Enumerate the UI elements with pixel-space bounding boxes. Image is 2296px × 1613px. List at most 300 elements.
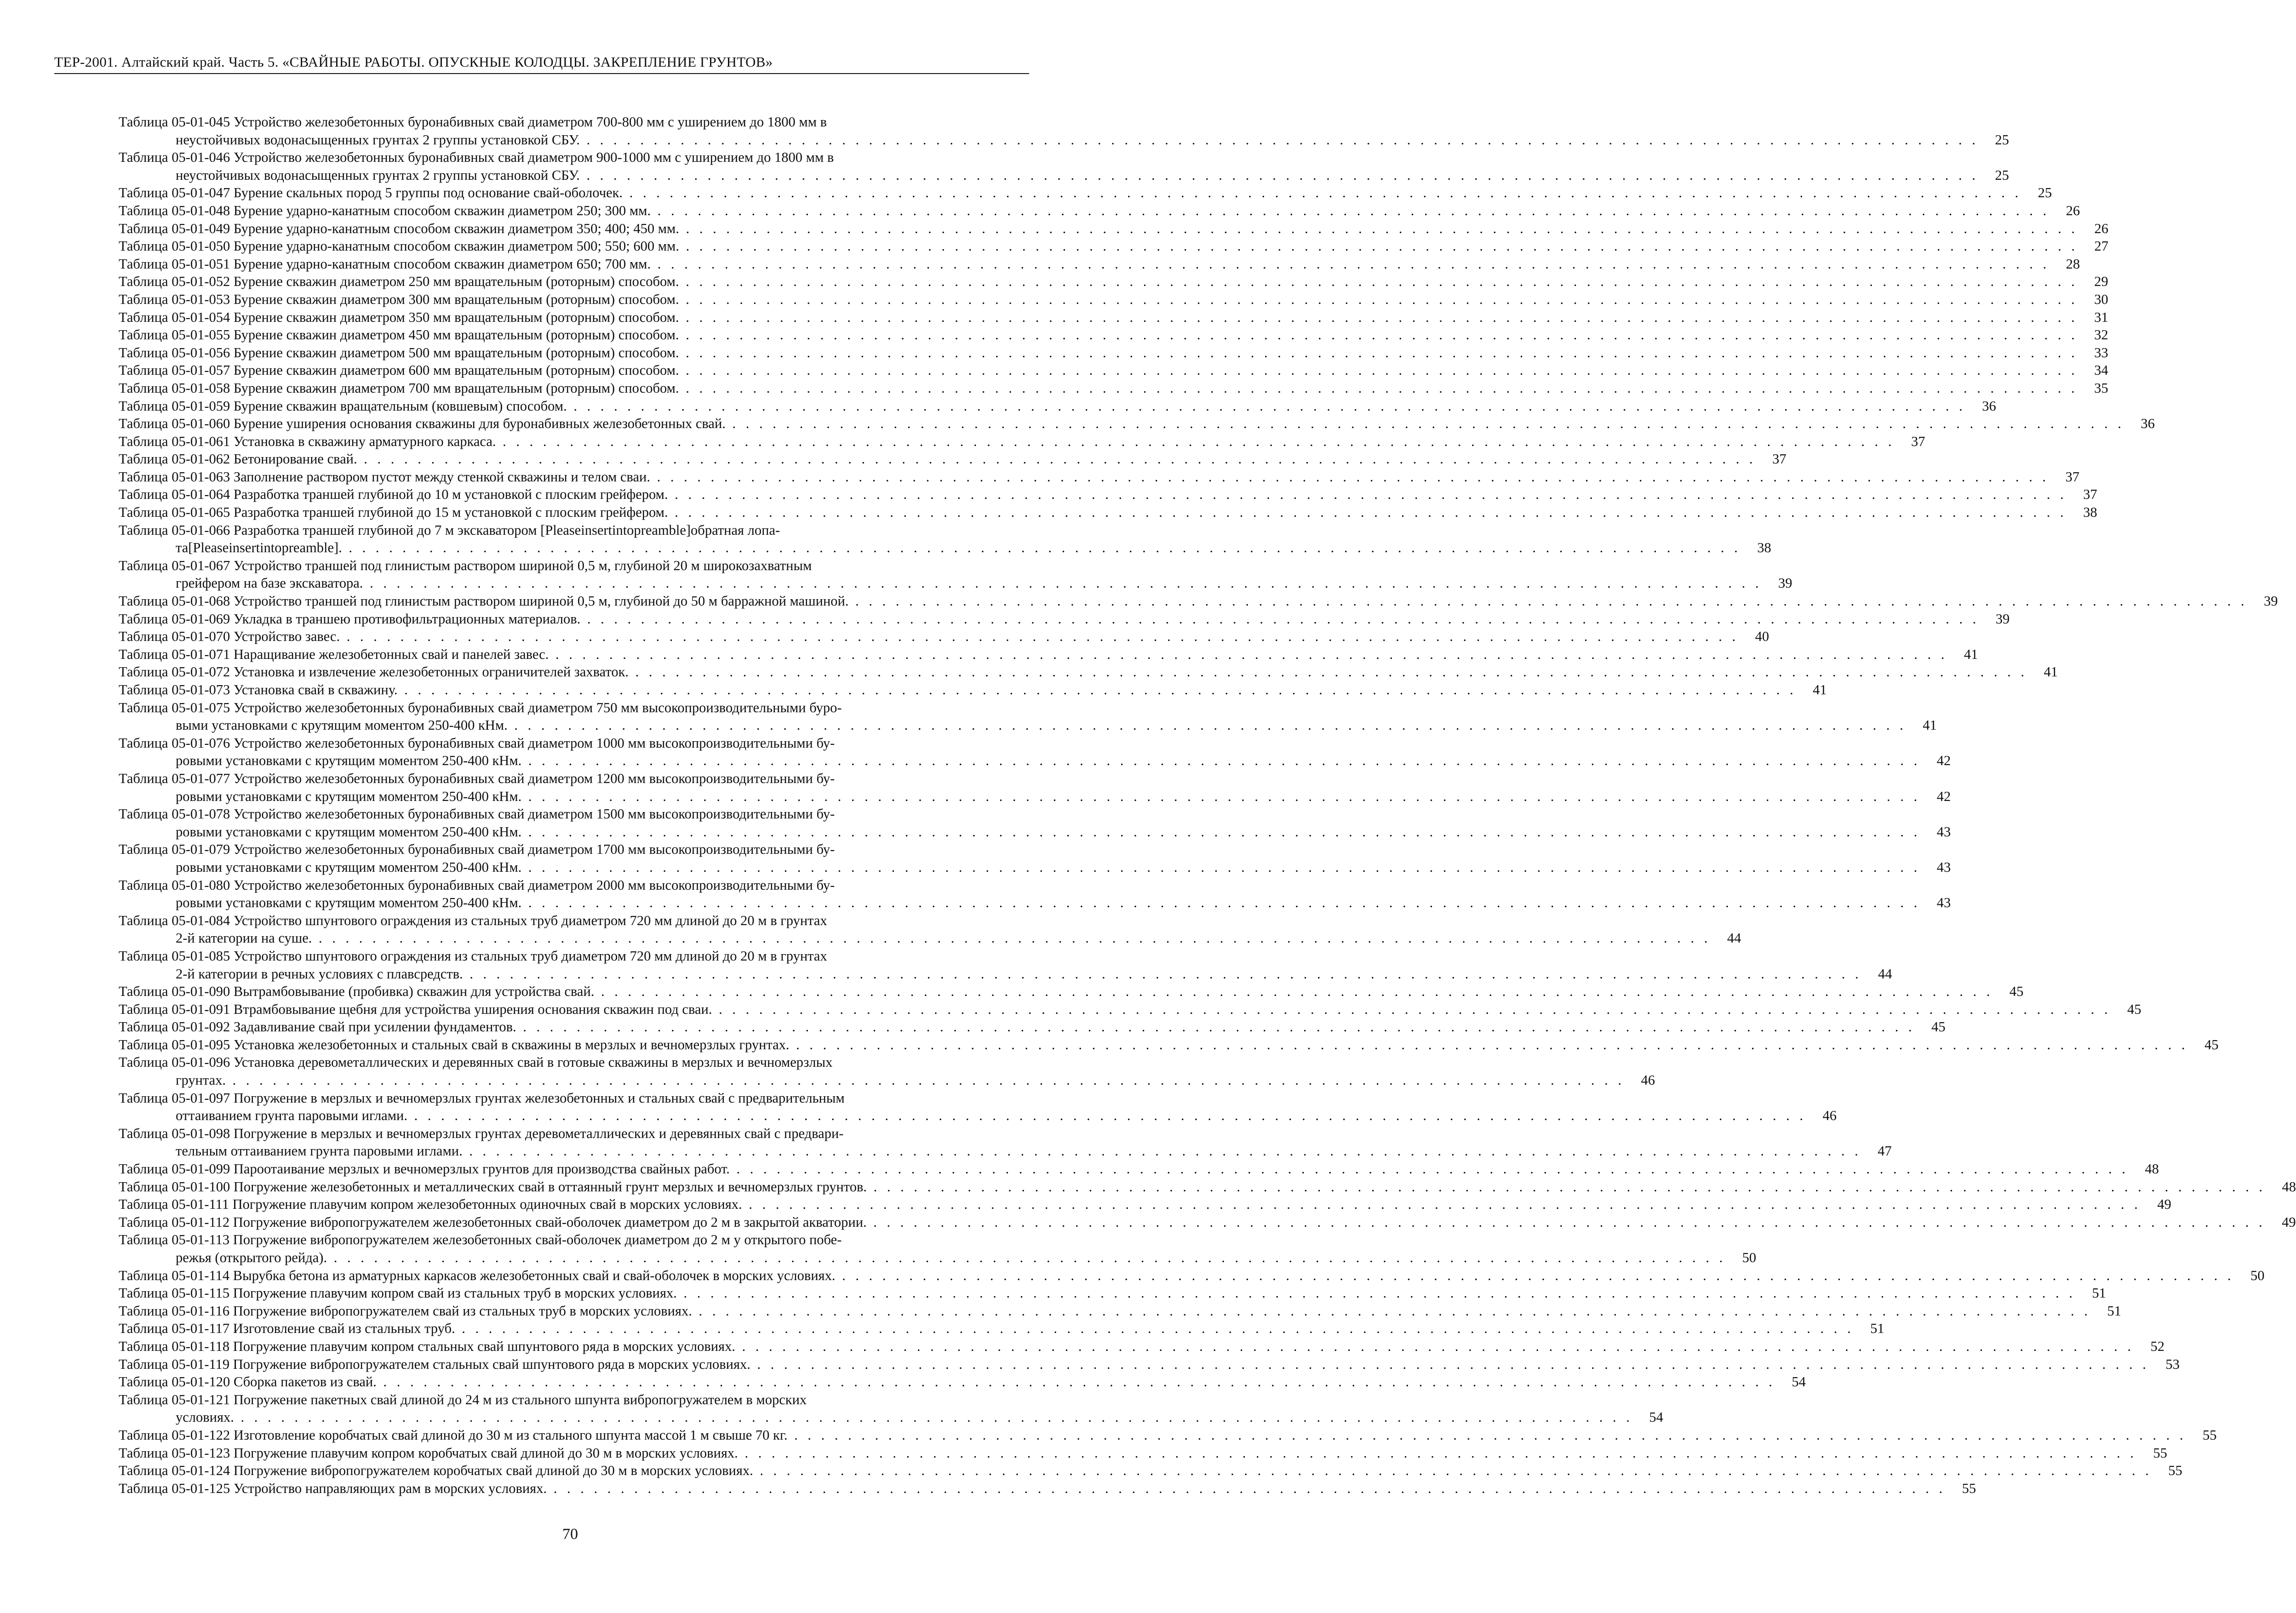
toc-entry[interactable] [119, 1320, 1884, 1338]
toc-entry-title: ровыми установками с крутящим моментом 250-400 кНм. [176, 824, 522, 840]
toc-entry[interactable] [119, 1178, 2296, 1196]
toc-entry[interactable] [119, 1267, 2265, 1285]
dot-leader: . . . . . . . . . . . . . . . . . . . . . . . . . . . . . . . . . . . . . . . . . . . . . . . . . . . . . . . . . . . . . . . . . . . . . . . . . . . . . . . . . . . . . . . . . . . . . . . . . . . . . . . . [342, 540, 1741, 556]
toc-entry-line [119, 1089, 1026, 1107]
toc-entry[interactable] [119, 1373, 1806, 1391]
toc-entry-page: 39 [1778, 575, 1792, 591]
toc-entry[interactable] [119, 344, 2108, 362]
toc-entry-title: Таблица 05-01-115 Погружение плавучим копром свай из стальных труб в морских условиях. [119, 1285, 677, 1301]
toc-entry-line [119, 521, 1026, 539]
toc-entry[interactable] [119, 1089, 1837, 1125]
toc-entry-page: 35 [2094, 380, 2108, 396]
dot-leader: . . . . . . . . . . . . . . . . . . . . . . . . . . . . . . . . . . . . . . . . . . . . . . . . . . . . . . . . . . . . . . . . . . . . . . . . . . . . . . . . . . . . . . . . . . . . . . . . . . . . . . . . [738, 1445, 2137, 1461]
dot-leader: . . . . . . . . . . . . . . . . . . . . . . . . . . . . . . . . . . . . . . . . . . . . . . . . . . . . . . . . . . . . . . . . . . . . . . . . . . . . . . . . . . . . . . . . . . . . . . . . . . . . . . . . [547, 1480, 1946, 1496]
toc-entry[interactable] [119, 1302, 2121, 1320]
dot-leader: . . . . . . . . . . . . . . . . . . . . . . . . . . . . . . . . . . . . . . . . . . . . . . . . . . . . . . . . . . . . . . . . . . . . . . . . . . . . . . . . . . . . . . . . . . . . . . . . . . . . . . . . [579, 167, 1979, 183]
toc-entry-line [119, 379, 2108, 397]
toc-entry-page: 39 [2263, 593, 2278, 609]
toc-entry-line [119, 1480, 1976, 1498]
toc-entry-page: 34 [2094, 362, 2108, 378]
dot-leader: . . . . . . . . . . . . . . . . . . . . . . . . . . . . . . . . . . . . . . . . . . . . . . . . . . . . . . . . . . . . . . . . . . . . . . . . . . . . . . . . . . . . . . . . . . . . . . . . . . . . . . . . [679, 344, 2078, 360]
toc-entry[interactable] [119, 1356, 2180, 1373]
toc-entry[interactable] [119, 1231, 1757, 1266]
dot-leader: . . . . . . . . . . . . . . . . . . . . . . . . . . . . . . . . . . . . . . . . . . . . . . . . . . . . . . . . . . . . . . . . . . . . . . . . . . . . . . . . . . . . . . . . . . . . . . . . . . . . . . . . [516, 1019, 1915, 1035]
toc-entry-page: 28 [2066, 256, 2080, 272]
dot-leader: . . . . . . . . . . . . . . . . . . . . . . . . . . . . . . . . . . . . . . . . . . . . . . . . . . . . . . . . . . . . . . . . . . . . . . . . . . . . . . . . . . . . . . . . . . . . . . . . . . . . . . . . [327, 1250, 1726, 1265]
toc-entry[interactable] [119, 734, 1951, 770]
toc-entry-title: Таблица 05-01-065 Разработка траншей глубиной до 15 м установкой с плоским грейфером. [119, 504, 668, 521]
toc-entry[interactable] [119, 468, 2080, 486]
toc-entry-line [119, 1213, 2296, 1231]
toc-entry-title: Таблица 05-01-070 Устройство завес. [119, 629, 340, 645]
toc-entry[interactable] [119, 663, 2058, 681]
toc-entry-title: Таблица 05-01-092 Задавливание свай при усилении фундаментов. [119, 1019, 516, 1035]
toc-entry-page: 27 [2094, 238, 2108, 254]
header-title: ТЕР-2001. Алтайский край. Часть 5. «СВАЙНЫЕ РАБОТЫ. ОПУСКНЫЕ КОЛОДЦЫ. ЗАКРЕПЛЕНИЕ ГРУНТОВ» [54, 54, 773, 70]
toc-entry[interactable] [119, 361, 2108, 379]
toc-entry[interactable] [119, 1213, 2296, 1231]
dot-leader: . . . . . . . . . . . . . . . . . . . . . . . . . . . . . . . . . . . . . . . . . . . . . . . . . . . . . . . . . . . . . . . . . . . . . . . . . . . . . . . . . . . . . . . . . . . . . . . . . . . . . . . . [725, 416, 2124, 432]
toc-entry-title: Таблица 05-01-047 Бурение скальных пород 5 группы под основание свай-оболочек. [119, 185, 623, 201]
toc-entry[interactable] [119, 1125, 1892, 1160]
toc-entry-title: грунтах. [176, 1072, 226, 1088]
dot-leader: . . . . . . . . . . . . . . . . . . . . . . . . . . . . . . . . . . . . . . . . . . . . . . . . . . . . . . . . . . . . . . . . . . . . . . . . . . . . . . . . . . . . . . . . . . . . . . . . . . . . . . . . [579, 132, 1979, 148]
toc-entry-line [119, 983, 2024, 1001]
dot-leader: . . . . . . . . . . . . . . . . . . . . . . . . . . . . . . . . . . . . . . . . . . . . . . . . . . . . . . . . . . . . . . . . . . . . . . . . . . . . . . . . . . . . . . . . . . . . . . . . . . . . . . . . [735, 1338, 2134, 1354]
toc-entry-page: 50 [2250, 1267, 2265, 1283]
toc-entry-line [119, 823, 1951, 841]
dot-leader: . . . . . . . . . . . . . . . . . . . . . . . . . . . . . . . . . . . . . . . . . . . . . . . . . . . . . . . . . . . . . . . . . . . . . . . . . . . . . . . . . . . . . . . . . . . . . . . . . . . . . . . . [651, 256, 2050, 272]
toc-entry-title: тельным оттаиванием грунта паровыми иглами. [176, 1143, 463, 1159]
dot-leader: . . . . . . . . . . . . . . . . . . . . . . . . . . . . . . . . . . . . . . . . . . . . . . . . . . . . . . . . . . . . . . . . . . . . . . . . . . . . . . . . . . . . . . . . . . . . . . . . . . . . . . . . [407, 1108, 1806, 1124]
toc-entry-page: 51 [2107, 1303, 2121, 1319]
dot-leader: . . . . . . . . . . . . . . . . . . . . . . . . . . . . . . . . . . . . . . . . . . . . . . . . . . . . . . . . . . . . . . . . . . . . . . . . . . . . . . . . . . . . . . . . . . . . . . . . . . . . . . . . [580, 611, 1980, 627]
toc-entry[interactable] [119, 149, 2009, 184]
toc-entry[interactable] [119, 1284, 2106, 1302]
dot-leader: . . . . . . . . . . . . . . . . . . . . . . . . . . . . . . . . . . . . . . . . . . . . . . . . . . . . . . . . . . . . . . . . . . . . . . . . . . . . . . . . . . . . . . . . . . . . . . . . . . . . . . . . [462, 1143, 1861, 1159]
toc-entry-title: Таблица 05-01-071 Наращивание железобетонных свай и панелей завес. [119, 646, 549, 662]
dot-leader: . . . . . . . . . . . . . . . . . . . . . . . . . . . . . . . . . . . . . . . . . . . . . . . . . . . . . . . . . . . . . . . . . . . . . . . . . . . . . . . . . . . . . . . . . . . . . . . . . . . . . . . . [866, 1178, 2266, 1195]
dot-leader: . . . . . . . . . . . . . . . . . . . . . . . . . . . . . . . . . . . . . . . . . . . . . . . . . . . . . . . . . . . . . . . . . . . . . . . . . . . . . . . . . . . . . . . . . . . . . . . . . . . . . . . . [521, 895, 1921, 911]
toc-entry-title: Таблица 05-01-123 Погружение плавучим копром коробчатых свай длиной до 30 м в морских условиях. [119, 1445, 738, 1461]
toc-entry-page: 38 [2083, 504, 2097, 521]
toc-entry-line [119, 965, 1892, 983]
dot-leader: . . . . . . . . . . . . . . . . . . . . . . . . . . . . . . . . . . . . . . . . . . . . . . . . . . . . . . . . . . . . . . . . . . . . . . . . . . . . . . . . . . . . . . . . . . . . . . . . . . . . . . . . [668, 504, 2067, 521]
running-header [54, 53, 1029, 74]
toc-entry-line [119, 841, 1026, 858]
toc-entry-title: Таблица 05-01-053 Бурение скважин диаметром 300 мм вращательным (роторным) способом. [119, 291, 679, 307]
toc-entry-title: Таблица 05-01-072 Установка и извлечение железобетонных ограничителей захваток. [119, 664, 629, 680]
toc-entry[interactable] [119, 237, 2108, 255]
toc-entry[interactable] [119, 912, 1741, 947]
toc-entry-line [119, 1356, 2180, 1373]
toc-entry-line [119, 858, 1951, 876]
dot-leader: . . . . . . . . . . . . . . . . . . . . . . . . . . . . . . . . . . . . . . . . . . . . . . . . . . . . . . . . . . . . . . . . . . . . . . . . . . . . . . . . . . . . . . . . . . . . . . . . . . . . . . . . [507, 717, 1907, 733]
dot-leader: . . . . . . . . . . . . . . . . . . . . . . . . . . . . . . . . . . . . . . . . . . . . . . . . . . . . . . . . . . . . . . . . . . . . . . . . . . . . . . . . . . . . . . . . . . . . . . . . . . . . . . . . [226, 1072, 1625, 1088]
toc-entry-title: Таблица 05-01-085 Устройство шпунтового ограждения из стальных труб диаметром 720 мм длиной до 20 м в грунтах [119, 948, 827, 964]
toc-entry-title: Таблица 05-01-058 Бурение скважин диаметром 700 мм вращательным (роторным) способом. [119, 380, 679, 396]
toc-entry-title: Таблица 05-01-090 Вытрамбовывание (пробивка) скважин для устройства свай. [119, 984, 595, 1000]
toc-entry[interactable] [119, 1036, 2219, 1054]
toc-entry-line [119, 716, 1937, 734]
toc-entry-page: 30 [2094, 291, 2108, 307]
toc-entry-page: 43 [1936, 859, 1951, 875]
toc-entry[interactable] [119, 1426, 2217, 1444]
toc-entry[interactable] [119, 397, 1996, 415]
toc-entry-page: 41 [1964, 646, 1978, 662]
toc-entry-title: Таблица 05-01-112 Погружение вибропогружателем железобетонных свай-оболочек диаметром до 2 м в закрытой акватории. [119, 1214, 867, 1230]
toc-entry-title: Таблица 05-01-055 Бурение скважин диаметром 450 мм вращательным (роторным) способом. [119, 327, 679, 343]
toc-entry-line [119, 663, 2058, 681]
toc-entry-title: оттаиванием грунта паровыми иглами. [176, 1108, 407, 1124]
toc-entry-line [119, 1338, 2164, 1356]
toc-entry-line [119, 1231, 1026, 1249]
toc-entry-title: Таблица 05-01-067 Устройство траншей под глинистым раствором шириной 0,5 м, глубиной 20 м широкозахватным [119, 557, 812, 573]
toc-entry-title: Таблица 05-01-062 Бетонирование свай. [119, 451, 357, 467]
dot-leader: . . . . . . . . . . . . . . . . . . . . . . . . . . . . . . . . . . . . . . . . . . . . . . . . . . . . . . . . . . . . . . . . . . . . . . . . . . . . . . . . . . . . . . . . . . . . . . . . . . . . . . . . [629, 664, 2028, 680]
toc-entry-line [119, 468, 2080, 486]
toc-entry-title: Таблица 05-01-121 Погружение пакетных свай длиной до 24 м из стального шпунта вибропогружателем в морских [119, 1391, 807, 1407]
toc-entry[interactable] [119, 202, 2080, 220]
toc-entry-page: 41 [1923, 717, 1937, 733]
toc-entry-page: 36 [1982, 398, 1996, 414]
toc-entry-page: 38 [1757, 540, 1771, 556]
toc-entry[interactable] [119, 1338, 2164, 1356]
toc-entry-title: Таблица 05-01-066 Разработка траншей глубиной до 7 м экскаватором [Pleaseinsertintopreamble]обратная лопа- [119, 522, 780, 538]
toc-entry-page: 37 [1772, 451, 1786, 467]
toc-entry-line [119, 1001, 2141, 1018]
dot-leader: . . . . . . . . . . . . . . . . . . . . . . . . . . . . . . . . . . . . . . . . . . . . . . . . . . . . . . . . . . . . . . . . . . . . . . . . . . . . . . . . . . . . . . . . . . . . . . . . . . . . . . . . [729, 1161, 2129, 1177]
dot-leader: . . . . . . . . . . . . . . . . . . . . . . . . . . . . . . . . . . . . . . . . . . . . . . . . . . . . . . . . . . . . . . . . . . . . . . . . . . . . . . . . . . . . . . . . . . . . . . . . . . . . . . . . [340, 629, 1739, 645]
toc-entry-title: Таблица 05-01-049 Бурение ударно-канатным способом скважин диаметром 350; 400; 450 мм. [119, 220, 679, 236]
page-number [0, 1526, 1140, 1543]
toc-entry-title: Таблица 05-01-061 Установка в скважину арматурного каркаса. [119, 433, 496, 449]
toc-entry[interactable] [119, 1001, 2141, 1018]
toc-entry-line [119, 131, 2009, 149]
toc-entry[interactable] [119, 1462, 2182, 1480]
toc-entry-page: 44 [1878, 966, 1892, 982]
toc-entry-title: Таблица 05-01-113 Погружение вибропогружателем железобетонных свай-оболочек диаметром до 2 м у открытого побе- [119, 1232, 842, 1248]
toc-entry[interactable] [119, 1018, 1946, 1036]
toc-entry[interactable] [119, 450, 1786, 468]
dot-leader: . . . . . . . . . . . . . . . . . . . . . . . . . . . . . . . . . . . . . . . . . . . . . . . . . . . . . . . . . . . . . . . . . . . . . . . . . . . . . . . . . . . . . . . . . . . . . . . . . . . . . . . . [463, 966, 1862, 982]
dot-leader: . . . . . . . . . . . . . . . . . . . . . . . . . . . . . . . . . . . . . . . . . . . . . . . . . . . . . . . . . . . . . . . . . . . . . . . . . . . . . . . . . . . . . . . . . . . . . . . . . . . . . . . . [692, 1303, 2091, 1319]
toc-entry-line [119, 503, 2097, 521]
toc-entry-page: 46 [1822, 1108, 1837, 1124]
toc-entry[interactable] [119, 1053, 1655, 1089]
toc-entry-line [119, 1018, 1946, 1036]
dot-leader: . . . . . . . . . . . . . . . . . . . . . . . . . . . . . . . . . . . . . . . . . . . . . . . . . . . . . . . . . . . . . . . . . . . . . . . . . . . . . . . . . . . . . . . . . . . . . . . . . . . . . . . . [789, 1036, 2188, 1052]
toc-entry-title: Таблица 05-01-060 Бурение уширения основания скважины для буронабивных железобетонных свай. [119, 416, 726, 432]
toc-entry-line [119, 1053, 1026, 1071]
toc-entry-title: Таблица 05-01-054 Бурение скважин диаметром 350 мм вращательным (роторным) способом. [119, 309, 679, 325]
toc-entry[interactable] [119, 433, 1925, 451]
dot-leader: . . . . . . . . . . . . . . . . . . . . . . . . . . . . . . . . . . . . . . . . . . . . . . . . . . . . . . . . . . . . . . . . . . . . . . . . . . . . . . . . . . . . . . . . . . . . . . . . . . . . . . . . [397, 682, 1797, 698]
toc-entry-title: ровыми установками с крутящим моментом 250-400 кНм. [176, 859, 522, 875]
toc-entry-title: Таблица 05-01-098 Погружение в мерзлых и вечномерзлых грунтах деревометаллических и деревянных свай с предвари- [119, 1125, 844, 1141]
toc-entry-title: Таблица 05-01-063 Заполнение раствором пустот между стенкой скважины и телом сваи. [119, 469, 651, 485]
toc-entry-line [119, 734, 1026, 752]
toc-entry-title: Таблица 05-01-076 Устройство железобетонных буронабивных свай диаметром 1000 мм высокопроизводительными бу- [119, 735, 835, 751]
toc-entry-page: 49 [2157, 1196, 2171, 1213]
toc-entry-page: 52 [2150, 1338, 2164, 1354]
toc-entry-line [119, 929, 1741, 947]
toc-entry[interactable] [119, 503, 2097, 521]
toc-entry-page: 37 [2083, 486, 2097, 503]
toc-entry-title: Таблица 05-01-122 Изготовление коробчатых свай длиной до 30 м из стального шпунта массой 1 м свыше 70 кг. [119, 1427, 788, 1443]
toc-entry-line [119, 1178, 2296, 1196]
toc-entry-title: Таблица 05-01-077 Устройство железобетонных буронабивных свай диаметром 1200 мм высокопроизводительными бу- [119, 770, 835, 786]
toc-entry-page: 43 [1936, 824, 1951, 840]
toc-entry-line [119, 255, 2080, 273]
toc-entry-title: Таблица 05-01-078 Устройство железобетонных буронабивных свай диаметром 1500 мм высокопроизводительными бу- [119, 806, 835, 822]
toc-entry-page: 49 [2282, 1214, 2296, 1230]
toc-entry-title: Таблица 05-01-117 Изготовление свай из стальных труб. [119, 1321, 455, 1337]
toc-entry-page: 26 [2066, 202, 2080, 218]
toc-entry-title: Таблица 05-01-097 Погружение в мерзлых и вечномерзлых грунтах железобетонных и стальных свай с предварительным [119, 1090, 845, 1106]
dot-leader: . . . . . . . . . . . . . . . . . . . . . . . . . . . . . . . . . . . . . . . . . . . . . . . . . . . . . . . . . . . . . . . . . . . . . . . . . . . . . . . . . . . . . . . . . . . . . . . . . . . . . . . . [679, 380, 2078, 396]
toc-entry-title: ровыми установками с крутящим моментом 250-400 кНм. [176, 788, 522, 804]
dot-leader: . . . . . . . . . . . . . . . . . . . . . . . . . . . . . . . . . . . . . . . . . . . . . . . . . . . . . . . . . . . . . . . . . . . . . . . . . . . . . . . . . . . . . . . . . . . . . . . . . . . . . . . . [549, 646, 1948, 662]
toc-entry-line [119, 1036, 2219, 1054]
toc-entry[interactable] [119, 1160, 2159, 1178]
toc-entry-line [119, 361, 2108, 379]
toc-entry-title: выми установками с крутящим моментом 250-400 кНм. [176, 717, 508, 733]
toc-entry-line [119, 1071, 1655, 1089]
toc-entry-line [119, 309, 2108, 326]
toc-entry-title: Таблица 05-01-050 Бурение ударно-канатным способом скважин диаметром 500; 550; 600 мм. [119, 238, 679, 254]
toc-entry[interactable] [119, 255, 2080, 273]
toc-entry-page: 54 [1649, 1409, 1663, 1425]
toc-entry-page: 41 [1813, 682, 1827, 698]
toc-entry-title: условиях. [176, 1409, 234, 1425]
toc-entry-title: ровыми установками с крутящим моментом 250-400 кНм. [176, 753, 522, 769]
toc-entry-page: 51 [2092, 1285, 2106, 1301]
toc-entry-page: 26 [2094, 220, 2108, 236]
toc-entry-line [119, 1408, 1663, 1426]
toc-entry-line [119, 1462, 2182, 1480]
dot-leader: . . . . . . . . . . . . . . . . . . . . . . . . . . . . . . . . . . . . . . . . . . . . . . . . . . . . . . . . . . . . . . . . . . . . . . . . . . . . . . . . . . . . . . . . . . . . . . . . . . . . . . . . [679, 291, 2078, 307]
toc-entry-page: 31 [2094, 309, 2108, 325]
toc-entry-line [119, 273, 2108, 291]
toc-entry-title: Таблица 05-01-116 Погружение вибропогружателем свай из стальных труб в морских условиях. [119, 1303, 692, 1319]
dot-leader: . . . . . . . . . . . . . . . . . . . . . . . . . . . . . . . . . . . . . . . . . . . . . . . . . . . . . . . . . . . . . . . . . . . . . . . . . . . . . . . . . . . . . . . . . . . . . . . . . . . . . . . . [521, 788, 1921, 804]
toc-entry[interactable] [119, 557, 1792, 592]
toc-entry-page: 45 [2204, 1036, 2219, 1052]
toc-entry[interactable] [119, 184, 2052, 202]
toc-entry-page: 48 [2145, 1161, 2159, 1177]
toc-entry[interactable] [119, 628, 1769, 646]
toc-entry-title: Таблица 05-01-096 Установка деревометаллических и деревянных свай в готовые скважины в мерзлых и вечномерзлых [119, 1054, 833, 1070]
toc-entry-page: 45 [2127, 1001, 2141, 1017]
toc-entry[interactable] [119, 1444, 2167, 1462]
toc-entry-page: 53 [2165, 1356, 2180, 1372]
toc-entry-line [119, 113, 1026, 131]
toc-entry-line [119, 681, 1827, 699]
toc-entry[interactable] [119, 841, 1951, 876]
toc-entry-page: 41 [2044, 664, 2058, 680]
toc-entry-line [119, 646, 1978, 664]
dot-leader: . . . . . . . . . . . . . . . . . . . . . . . . . . . . . . . . . . . . . . . . . . . . . . . . . . . . . . . . . . . . . . . . . . . . . . . . . . . . . . . . . . . . . . . . . . . . . . . . . . . . . . . . [676, 1285, 2076, 1301]
toc-entry-line [119, 805, 1026, 823]
toc-entry-title: та[Pleaseinsertintopreamble]. [176, 540, 342, 556]
dot-leader: . . . . . . . . . . . . . . . . . . . . . . . . . . . . . . . . . . . . . . . . . . . . . . . . . . . . . . . . . . . . . . . . . . . . . . . . . . . . . . . . . . . . . . . . . . . . . . . . . . . . . . . . [679, 309, 2078, 325]
dot-leader: . . . . . . . . . . . . . . . . . . . . . . . . . . . . . . . . . . . . . . . . . . . . . . . . . . . . . . . . . . . . . . . . . . . . . . . . . . . . . . . . . . . . . . . . . . . . . . . . . . . . . . . . [679, 220, 2078, 236]
toc-entry-title: Таблица 05-01-064 Разработка траншей глубиной до 10 м установкой с плоским грейфером. [119, 486, 668, 503]
dot-leader: . . . . . . . . . . . . . . . . . . . . . . . . . . . . . . . . . . . . . . . . . . . . . . . . . . . . . . . . . . . . . . . . . . . . . . . . . . . . . . . . . . . . . . . . . . . . . . . . . . . . . . . . [357, 451, 1756, 467]
toc-entry-title: Таблица 05-01-057 Бурение скважин диаметром 600 мм вращательным (роторным) способом. [119, 362, 679, 378]
toc-entry-line [119, 1391, 1026, 1409]
toc-entry-line [119, 1302, 2121, 1320]
toc-entry[interactable] [119, 1391, 1663, 1426]
dot-leader: . . . . . . . . . . . . . . . . . . . . . . . . . . . . . . . . . . . . . . . . . . . . . . . . . . . . . . . . . . . . . . . . . . . . . . . . . . . . . . . . . . . . . . . . . . . . . . . . . . . . . . . . [848, 593, 2248, 609]
toc-entry-line [119, 610, 2010, 628]
toc-entry-line [119, 1107, 1837, 1125]
dot-leader: . . . . . . . . . . . . . . . . . . . . . . . . . . . . . . . . . . . . . . . . . . . . . . . . . . . . . . . . . . . . . . . . . . . . . . . . . . . . . . . . . . . . . . . . . . . . . . . . . . . . . . . . [679, 327, 2078, 343]
dot-leader: . . . . . . . . . . . . . . . . . . . . . . . . . . . . . . . . . . . . . . . . . . . . . . . . . . . . . . . . . . . . . . . . . . . . . . . . . . . . . . . . . . . . . . . . . . . . . . . . . . . . . . . . [455, 1321, 1854, 1337]
toc-entry-title: Таблица 05-01-048 Бурение ударно-канатным способом скважин диаметром 250; 300 мм. [119, 202, 651, 218]
dot-leader: . . . . . . . . . . . . . . . . . . . . . . . . . . . . . . . . . . . . . . . . . . . . . . . . . . . . . . . . . . . . . . . . . . . . . . . . . . . . . . . . . . . . . . . . . . . . . . . . . . . . . . . . [742, 1196, 2141, 1213]
toc-entry-page: 25 [1995, 167, 2009, 183]
toc-entry[interactable] [119, 681, 1827, 699]
toc-entry-page: 55 [2153, 1445, 2167, 1461]
toc-entry-line [119, 166, 2009, 184]
toc-entry-title: Таблица 05-01-095 Установка железобетонных и стальных свай в скважины в мерзлых и вечномерзлых грунтах. [119, 1036, 790, 1052]
toc-entry[interactable] [119, 521, 1771, 557]
toc-entry[interactable] [119, 1480, 1976, 1498]
dot-leader: . . . . . . . . . . . . . . . . . . . . . . . . . . . . . . . . . . . . . . . . . . . . . . . . . . . . . . . . . . . . . . . . . . . . . . . . . . . . . . . . . . . . . . . . . . . . . . . . . . . . . . . . [679, 362, 2078, 378]
toc-entry[interactable] [119, 805, 1951, 841]
toc-entry-line [119, 326, 2108, 344]
toc-entry-title: Таблица 05-01-045 Устройство железобетонных буронабивных свай диаметром 700-800 мм с уширением до 1800 мм в [119, 114, 827, 130]
toc-entry-line [119, 1284, 2106, 1302]
toc-entry-title: Таблица 05-01-052 Бурение скважин диаметром 250 мм вращательным (роторным) способом. [119, 274, 679, 290]
toc-entry[interactable] [119, 770, 1951, 805]
toc-entry-line [119, 450, 1786, 468]
toc-entry-title: Таблица 05-01-125 Устройство направляющих рам в морских условиях. [119, 1480, 547, 1496]
toc-entry-title: 2-й категории в речных условиях с плавсредств. [176, 966, 463, 982]
dot-leader: . . . . . . . . . . . . . . . . . . . . . . . . . . . . . . . . . . . . . . . . . . . . . . . . . . . . . . . . . . . . . . . . . . . . . . . . . . . . . . . . . . . . . . . . . . . . . . . . . . . . . . . . [594, 984, 1993, 1000]
toc-entry-page: 55 [2168, 1463, 2182, 1479]
toc-entry-page: 55 [1962, 1480, 1976, 1496]
toc-entry-page: 32 [2094, 327, 2108, 343]
toc-entry-line [119, 1249, 1757, 1267]
toc-entry-line [119, 1195, 2171, 1213]
toc-entry-line [119, 1373, 1806, 1391]
toc-entry[interactable] [119, 220, 2108, 238]
toc-entry[interactable] [119, 876, 1951, 912]
toc-entry-line [119, 397, 1996, 415]
toc-entry-line [119, 894, 1951, 912]
toc-entry-title: Таблица 05-01-080 Устройство железобетонных буронабивных свай диаметром 2000 мм высокопроизводительными бу- [119, 877, 835, 893]
toc-entry-title: Таблица 05-01-118 Погружение плавучим копром стальных свай шпунтового ряда в морских условиях. [119, 1338, 735, 1354]
table-of-contents [119, 113, 2296, 1497]
dot-leader: . . . . . . . . . . . . . . . . . . . . . . . . . . . . . . . . . . . . . . . . . . . . . . . . . . . . . . . . . . . . . . . . . . . . . . . . . . . . . . . . . . . . . . . . . . . . . . . . . . . . . . . . [753, 1463, 2152, 1479]
toc-entry-page: 42 [1936, 788, 1951, 804]
toc-entry[interactable] [119, 326, 2108, 344]
dot-leader: . . . . . . . . . . . . . . . . . . . . . . . . . . . . . . . . . . . . . . . . . . . . . . . . . . . . . . . . . . . . . . . . . . . . . . . . . . . . . . . . . . . . . . . . . . . . . . . . . . . . . . . . [521, 859, 1921, 875]
toc-entry-title: ровыми установками с крутящим моментом 250-400 кНм. [176, 895, 522, 911]
toc-entry-page: 40 [1755, 629, 1769, 645]
toc-entry-title: Таблица 05-01-046 Устройство железобетонных буронабивных свай диаметром 900-1000 мм с уширением до 1800 мм в [119, 149, 834, 166]
toc-entry-title: Таблица 05-01-119 Погружение вибропогружателем стальных свай шпунтового ряда в морских условиях. [119, 1356, 750, 1372]
toc-entry-line [119, 184, 2052, 202]
toc-entry-line [119, 1320, 1884, 1338]
toc-entry[interactable] [119, 699, 1937, 734]
toc-entry-line [119, 770, 1026, 788]
toc-entry[interactable] [119, 415, 2155, 433]
dot-leader: . . . . . . . . . . . . . . . . . . . . . . . . . . . . . . . . . . . . . . . . . . . . . . . . . . . . . . . . . . . . . . . . . . . . . . . . . . . . . . . . . . . . . . . . . . . . . . . . . . . . . . . . [679, 238, 2078, 254]
toc-entry-page: 44 [1727, 930, 1741, 946]
dot-leader: . . . . . . . . . . . . . . . . . . . . . . . . . . . . . . . . . . . . . . . . . . . . . . . . . . . . . . . . . . . . . . . . . . . . . . . . . . . . . . . . . . . . . . . . . . . . . . . . . . . . . . . . [679, 274, 2078, 290]
toc-entry-title: Таблица 05-01-099 Пароотаивание мерзлых и вечномерзлых грунтов для производства свайных работ. [119, 1161, 730, 1177]
dot-leader: . . . . . . . . . . . . . . . . . . . . . . . . . . . . . . . . . . . . . . . . . . . . . . . . . . . . . . . . . . . . . . . . . . . . . . . . . . . . . . . . . . . . . . . . . . . . . . . . . . . . . . . . [312, 930, 1711, 946]
toc-entry-page: 33 [2094, 344, 2108, 360]
toc-entry[interactable] [119, 291, 2108, 309]
toc-entry-title: Таблица 05-01-068 Устройство траншей под глинистым раствором шириной 0,5 м, глубиной до 50 м барражной машиной. [119, 593, 849, 609]
toc-entry[interactable] [119, 309, 2108, 326]
toc-entry-line [119, 788, 1951, 806]
toc-entry-page: 47 [1878, 1143, 1892, 1159]
toc-entry-title: Таблица 05-01-114 Вырубка бетона из арматурных каркасов железобетонных свай и свай-оболочек в морских условиях. [119, 1267, 836, 1283]
toc-entry[interactable] [119, 646, 1978, 664]
toc-entry-page: 42 [1936, 753, 1951, 769]
toc-entry-line [119, 202, 2080, 220]
toc-entry-line [119, 1426, 2217, 1444]
toc-entry-title: грейфером на базе экскаватора. [176, 575, 363, 591]
toc-entry[interactable] [119, 1195, 2171, 1213]
dot-leader: . . . . . . . . . . . . . . . . . . . . . . . . . . . . . . . . . . . . . . . . . . . . . . . . . . . . . . . . . . . . . . . . . . . . . . . . . . . . . . . . . . . . . . . . . . . . . . . . . . . . . . . . [650, 469, 2050, 485]
toc-entry-title: неустойчивых водонасыщенных грунтах 2 группы установкой СБУ. [176, 167, 580, 183]
toc-entry[interactable] [119, 273, 2108, 291]
dot-leader: . . . . . . . . . . . . . . . . . . . . . . . . . . . . . . . . . . . . . . . . . . . . . . . . . . . . . . . . . . . . . . . . . . . . . . . . . . . . . . . . . . . . . . . . . . . . . . . . . . . . . . . . [835, 1267, 2234, 1283]
dot-leader: . . . . . . . . . . . . . . . . . . . . . . . . . . . . . . . . . . . . . . . . . . . . . . . . . . . . . . . . . . . . . . . . . . . . . . . . . . . . . . . . . . . . . . . . . . . . . . . . . . . . . . . . [787, 1427, 2187, 1443]
toc-entry-line [119, 415, 2155, 433]
dot-leader: . . . . . . . . . . . . . . . . . . . . . . . . . . . . . . . . . . . . . . . . . . . . . . . . . . . . . . . . . . . . . . . . . . . . . . . . . . . . . . . . . . . . . . . . . . . . . . . . . . . . . . . . [363, 575, 1762, 591]
dot-leader: . . . . . . . . . . . . . . . . . . . . . . . . . . . . . . . . . . . . . . . . . . . . . . . . . . . . . . . . . . . . . . . . . . . . . . . . . . . . . . . . . . . . . . . . . . . . . . . . . . . . . . . . [521, 824, 1921, 840]
toc-entry[interactable] [119, 983, 2024, 1001]
toc-entry-title: неустойчивых водонасыщенных грунтах 2 группы установкой СБУ. [176, 132, 580, 148]
toc-entry-line [119, 291, 2108, 309]
toc-entry-page: 43 [1936, 895, 1951, 911]
toc-entry-title: Таблица 05-01-056 Бурение скважин диаметром 500 мм вращательным (роторным) способом. [119, 344, 679, 360]
dot-leader: . . . . . . . . . . . . . . . . . . . . . . . . . . . . . . . . . . . . . . . . . . . . . . . . . . . . . . . . . . . . . . . . . . . . . . . . . . . . . . . . . . . . . . . . . . . . . . . . . . . . . . . . [567, 398, 1966, 414]
toc-entry-page: 25 [2038, 185, 2052, 201]
toc-entry[interactable] [119, 486, 2097, 503]
toc-entry-line [119, 237, 2108, 255]
toc-entry-title: Таблица 05-01-091 Втрамбовывание щебня для устройства уширения основания скважин под сваи. [119, 1001, 712, 1017]
toc-entry-title: Таблица 05-01-069 Укладка в траншею противофильтрационных материалов. [119, 611, 581, 627]
toc-entry[interactable] [119, 113, 2009, 149]
toc-entry[interactable] [119, 592, 2278, 610]
toc-entry-page: 48 [2282, 1178, 2296, 1195]
dot-leader: . . . . . . . . . . . . . . . . . . . . . . . . . . . . . . . . . . . . . . . . . . . . . . . . . . . . . . . . . . . . . . . . . . . . . . . . . . . . . . . . . . . . . . . . . . . . . . . . . . . . . . . . [376, 1374, 1775, 1390]
toc-entry-line [119, 947, 1026, 965]
toc-entry[interactable] [119, 379, 2108, 397]
toc-entry-line [119, 1444, 2167, 1462]
toc-entry-title: Таблица 05-01-051 Бурение ударно-канатным способом скважин диаметром 650; 700 мм. [119, 256, 651, 272]
toc-entry-title: Таблица 05-01-124 Погружение вибропогружателем коробчатых свай длиной до 30 м в морских условиях. [119, 1463, 753, 1479]
toc-entry-title: Таблица 05-01-079 Устройство железобетонных буронабивных свай диаметром 1700 мм высокопроизводительными бу- [119, 841, 835, 858]
toc-entry[interactable] [119, 610, 2010, 628]
toc-entry-page: 37 [2065, 469, 2080, 485]
toc-entry-title: Таблица 05-01-120 Сборка пакетов из свай. [119, 1374, 377, 1390]
dot-leader: . . . . . . . . . . . . . . . . . . . . . . . . . . . . . . . . . . . . . . . . . . . . . . . . . . . . . . . . . . . . . . . . . . . . . . . . . . . . . . . . . . . . . . . . . . . . . . . . . . . . . . . . [668, 486, 2067, 503]
toc-entry-page: 45 [1931, 1019, 1946, 1035]
toc-entry-page: 45 [2009, 984, 2024, 1000]
toc-entry[interactable] [119, 947, 1892, 983]
dot-leader: . . . . . . . . . . . . . . . . . . . . . . . . . . . . . . . . . . . . . . . . . . . . . . . . . . . . . . . . . . . . . . . . . . . . . . . . . . . . . . . . . . . . . . . . . . . . . . . . . . . . . . . . [234, 1409, 1633, 1425]
